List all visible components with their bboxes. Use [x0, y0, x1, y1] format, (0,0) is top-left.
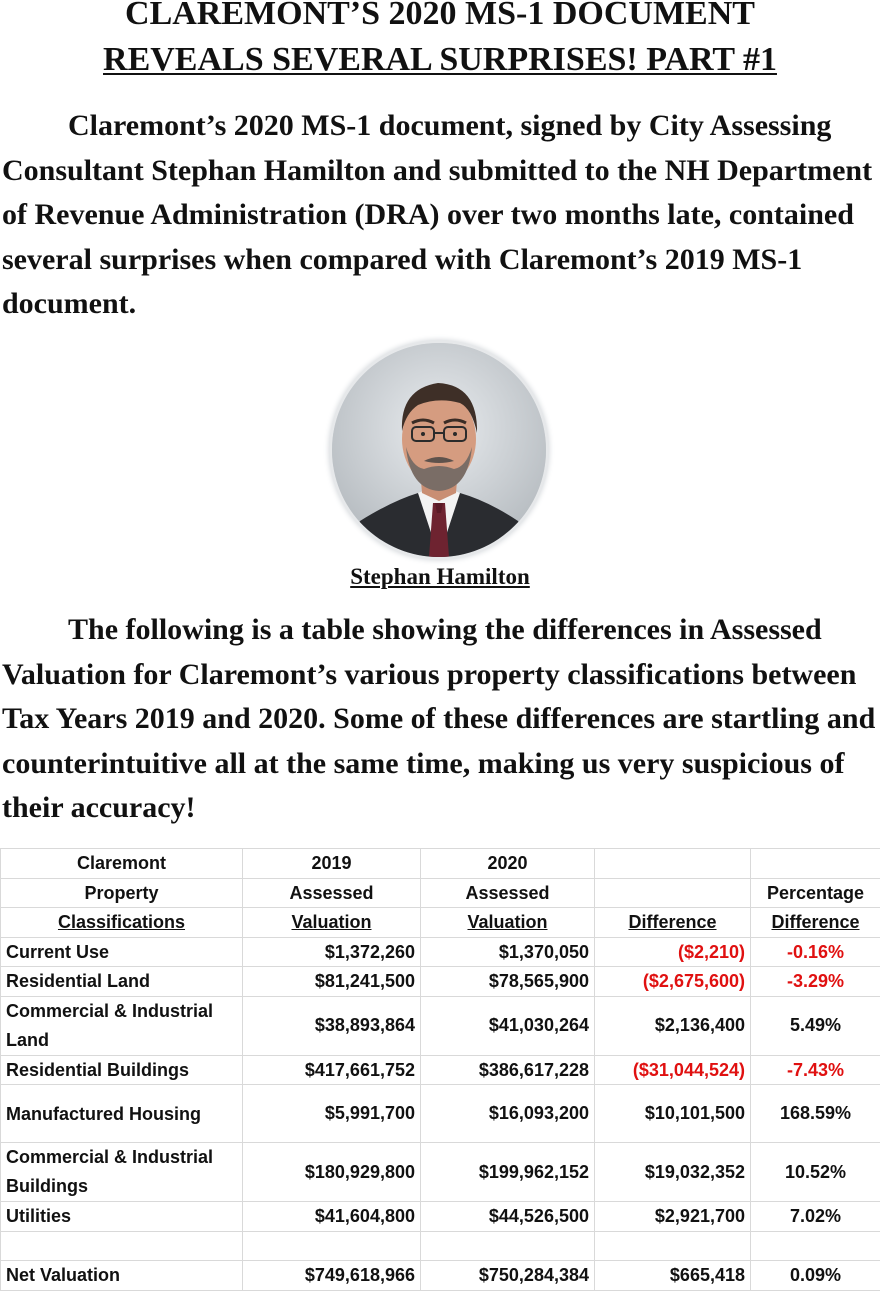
header-cell: Claremont: [1, 849, 243, 879]
valuation-table: [0, 848, 880, 1291]
header-text: Valuation: [467, 912, 548, 932]
header-cell: Assessed: [421, 878, 595, 908]
value-2020: $78,565,900: [421, 967, 595, 997]
table-row: [1, 1055, 880, 1085]
header-cell: [1, 908, 243, 938]
table-row: [1, 1085, 880, 1143]
table-intro-text: The following is a table showing the differences in Assessed Valuation for Claremont’s various property classifications between Tax Years 2019 and 2020. Some of these differences are startling and counterintuitive all at the same time, making us very suspicious of their accuracy!: [2, 613, 876, 824]
value-2020: $199,962,152: [421, 1143, 595, 1202]
header-cell: 2020: [421, 849, 595, 879]
value-2020: $16,093,200: [421, 1085, 595, 1143]
headline-line-2-text: REVEALS SEVERAL SURPRISES! PART #1: [103, 41, 777, 78]
difference: $19,032,352: [595, 1143, 751, 1202]
portrait-illustration: [332, 343, 546, 557]
row-label: Net Valuation: [1, 1261, 243, 1291]
table-row-total: [1, 1261, 880, 1291]
portrait-photo: [332, 343, 546, 557]
percentage-difference: -3.29%: [751, 967, 880, 997]
value-2019: $38,893,864: [243, 996, 421, 1055]
header-cell: [595, 878, 751, 908]
table-intro-paragraph: [2, 608, 880, 831]
headline-line-1: CLAREMONT’S 2020 MS-1 DOCUMENT: [125, 0, 755, 32]
table-row: [1, 1202, 880, 1232]
table-row: [1, 1143, 880, 1202]
header-cell: [595, 849, 751, 879]
header-cell: Property: [1, 878, 243, 908]
value-2019: $1,372,260: [243, 937, 421, 967]
header-cell: [751, 849, 880, 879]
percentage-difference: 5.49%: [751, 996, 880, 1055]
row-label: [1, 1231, 243, 1261]
table-row-blank: [1, 1231, 880, 1261]
value-2020: $1,370,050: [421, 937, 595, 967]
table-row: [1, 937, 880, 967]
headline-line-2: [0, 40, 880, 80]
value-2020: $44,526,500: [421, 1202, 595, 1232]
row-label: Manufactured Housing: [1, 1085, 243, 1143]
value-2019: $5,991,700: [243, 1085, 421, 1143]
header-cell: [243, 908, 421, 938]
row-label: Commercial & Industrial Buildings: [1, 1143, 243, 1202]
value-2019: [243, 1231, 421, 1261]
table-header-row-3: [1, 908, 880, 938]
percentage-difference: 10.52%: [751, 1143, 880, 1202]
value-2019: $180,929,800: [243, 1143, 421, 1202]
difference: ($2,675,600): [595, 967, 751, 997]
table-header-row-2: [1, 878, 880, 908]
percentage-difference: 7.02%: [751, 1202, 880, 1232]
percentage-difference: [751, 1231, 880, 1261]
value-2019: $41,604,800: [243, 1202, 421, 1232]
difference: $2,921,700: [595, 1202, 751, 1232]
row-label: Residential Land: [1, 967, 243, 997]
intro-text: Claremont’s 2020 MS-1 document, signed by City Assessing Consultant Stephan Hamilton and submitted to the NH Department of Revenue Administration (DRA) over two months late, contained several surprises when compared with Claremont’s 2019 MS-1 document.: [2, 109, 873, 320]
value-2019: $749,618,966: [243, 1261, 421, 1291]
difference: $665,418: [595, 1261, 751, 1291]
photo-caption: Stephan Hamilton: [350, 564, 530, 589]
header-cell: 2019: [243, 849, 421, 879]
value-2020: $750,284,384: [421, 1261, 595, 1291]
difference: $10,101,500: [595, 1085, 751, 1143]
value-2019: $81,241,500: [243, 967, 421, 997]
difference: ($2,210): [595, 937, 751, 967]
header-text: Difference: [628, 912, 717, 932]
percentage-difference: 168.59%: [751, 1085, 880, 1143]
table-row: [1, 996, 880, 1055]
header-text: Difference: [771, 912, 860, 932]
value-2020: [421, 1231, 595, 1261]
row-label: Residential Buildings: [1, 1055, 243, 1085]
header-cell: Percentage: [751, 878, 880, 908]
row-label: Utilities: [1, 1202, 243, 1232]
value-2019: $417,661,752: [243, 1055, 421, 1085]
table-header-row-1: [1, 849, 880, 879]
percentage-difference: -7.43%: [751, 1055, 880, 1085]
row-label: Commercial & Industrial Land: [1, 996, 243, 1055]
table-row: [1, 967, 880, 997]
percentage-difference: 0.09%: [751, 1261, 880, 1291]
header-cell: Assessed: [243, 878, 421, 908]
row-label: Current Use: [1, 937, 243, 967]
header-cell: [421, 908, 595, 938]
difference: $2,136,400: [595, 996, 751, 1055]
difference: [595, 1231, 751, 1261]
value-2020: $41,030,264: [421, 996, 595, 1055]
intro-paragraph: [2, 104, 880, 327]
percentage-difference: -0.16%: [751, 937, 880, 967]
header-cell: [751, 908, 880, 938]
difference: ($31,044,524): [595, 1055, 751, 1085]
header-text: Classifications: [57, 912, 186, 932]
value-2020: $386,617,228: [421, 1055, 595, 1085]
header-text: Valuation: [291, 912, 372, 932]
header-cell: [595, 908, 751, 938]
